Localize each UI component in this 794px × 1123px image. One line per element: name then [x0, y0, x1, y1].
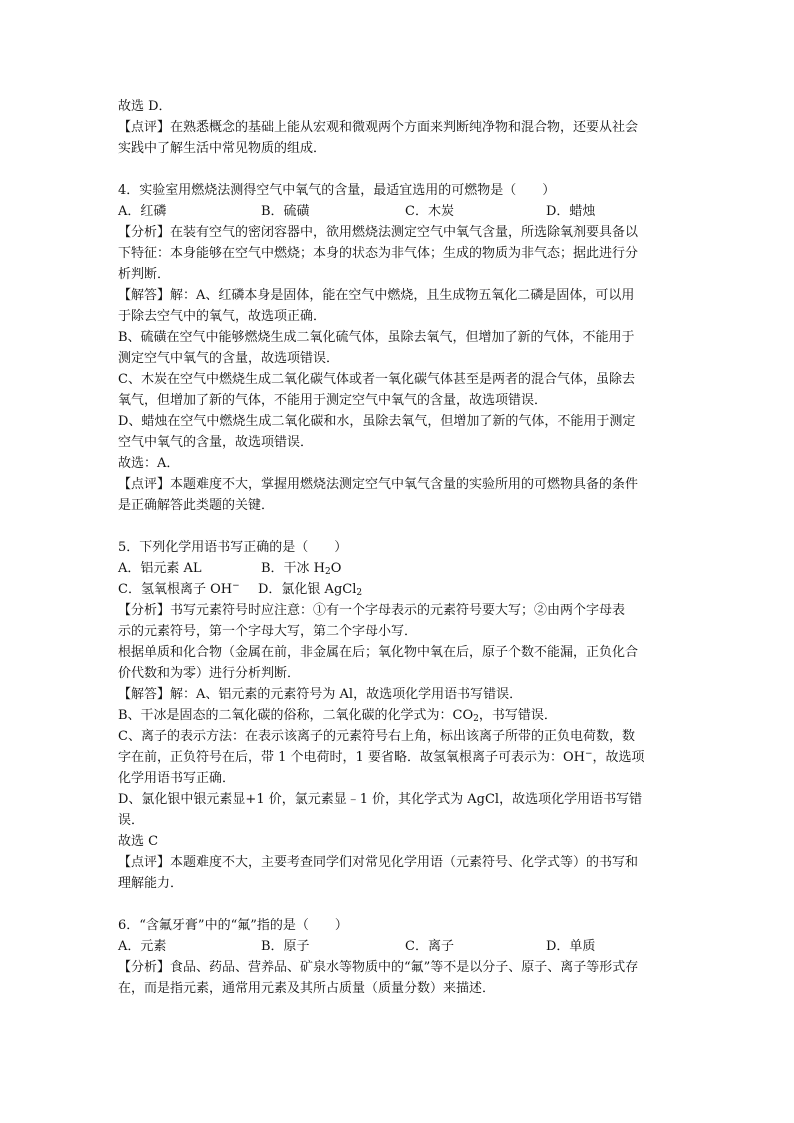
- q4-solution-line-1: 【解答】解：A、红磷本身是固体，能在空气中燃烧，且生成物五氧化二磷是固体，可以用: [118, 288, 635, 303]
- q5-analysis-line-1: 【分析】书写元素符号时应注意：①有一个字母表示的元素符号要大写；②由两个字母表: [118, 603, 626, 618]
- analysis-tag: 【分析】: [118, 225, 171, 240]
- q4-comment-line-1: 【点评】本题难度不大，掌握用燃烧法测定空气中氧气含量的实验所用的可燃物具备的条件: [118, 477, 639, 492]
- q4-comment-line-2: 是正确解答此类题的关键．: [118, 498, 275, 513]
- q6-option-a: A．元素: [118, 939, 167, 954]
- q6-option-d: D．单质: [546, 939, 596, 954]
- q4-solution-line-6: 氧气，但增加了新的气体，不能用于测定空气中氧气的含量，故选项错误．: [118, 393, 548, 408]
- solution-tag: 【解答】: [118, 288, 171, 303]
- q5-answer: 故选 C: [118, 834, 159, 849]
- q5-comment-line-1: 【点评】本题难度不大，主要考查同学们对常见化学用语（元素符号、化学式等）的书写和: [118, 855, 639, 870]
- q4-option-b: B．硫磺: [261, 204, 310, 219]
- q4-solution-line-8: 空气中氧气的含量，故选项错误．: [118, 435, 314, 450]
- q5-analysis-line-2: 示的元素符号，第一个字母大写，第二个字母小写．: [118, 624, 418, 639]
- comment-tag: 【点评】: [118, 120, 171, 135]
- q4-analysis-line-2: 下特征：本身能够在空气中燃烧；本身的状态为非气体；生成的物质为非气态；据此进行分: [118, 246, 639, 261]
- q4-analysis-line-3: 析判断．: [118, 267, 171, 282]
- q5-solution-line-5: 化学用语书写正确．: [118, 771, 236, 786]
- q4-solution-line-3: B、硫磺在空气中能够燃烧生成二氧化硫气体，虽除去氧气，但增加了新的气体，不能用于: [118, 330, 635, 345]
- q5-options-row-1: [118, 558, 678, 579]
- q5-solution-line-4: 字在前，正负符号在后，带 1 个电荷时，1 要省略．故氢氧根离子可表示为：OH−，故选项: [118, 749, 645, 765]
- q5-option-d: D．氯化银 AgCl$_2$: [258, 582, 363, 598]
- q6-option-c: C．离子: [405, 939, 454, 954]
- q4-option-a: A．红磷: [118, 204, 167, 219]
- q5-question: 5．下列化学用语书写正确的是（ ）: [118, 540, 348, 555]
- q4-analysis-line-1: 【分析】在装有空气的密闭容器中，欲用燃烧法测定空气中氧气含量，所选除氧剂要具备以: [118, 225, 639, 240]
- q5-analysis-line-3: 根据单质和化合物（金属在前，非金属在后；氧化物中氧在后，原子个数不能漏，正负化合: [118, 645, 639, 660]
- q4-options: [118, 201, 678, 222]
- q5-option-a: A．铝元素 AL: [118, 561, 202, 576]
- q3-answer: 故选 D．: [118, 99, 172, 114]
- q6-question: 6．“含氟牙膏”中的“氟”指的是（ ）: [118, 918, 348, 933]
- q5-solution-line-6: D、氯化银中银元素显+1 价，氯元素显﹣1 价，其化学式为 AgCl，故选项化学用语书写错: [118, 792, 643, 807]
- q4-solution-line-4: 测定空气中氧气的含量，故选项错误．: [118, 351, 340, 366]
- q5-options-row-2: [118, 579, 678, 600]
- q5-option-b: B．干冰 $H_2O$: [261, 561, 342, 577]
- analysis-tag: 【分析】: [118, 960, 171, 975]
- q6-analysis-line-1: 【分析】食品、药品、营养品、矿泉水等物质中的“氟”等不是以分子、原子、离子等形式存: [118, 960, 639, 975]
- q4-question: 4．实验室用燃烧法测得空气中氧气的含量，最适宜选用的可燃物是（ ）: [118, 183, 556, 198]
- solution-tag: 【解答】: [118, 687, 171, 702]
- q3-comment-line-1: 【点评】在熟悉概念的基础上能从宏观和微观两个方面来判断纯净物和混合物，还要从社会: [118, 120, 639, 135]
- q6-analysis-line-2: 在，而是指元素，通常用元素及其所占质量（质量分数）来描述．: [118, 981, 496, 996]
- q3-comment-line-2: 实践中了解生活中常见物质的组成．: [118, 141, 327, 156]
- document-page: [118, 96, 678, 999]
- q5-analysis-line-4: 价代数和为零）进行分析判断．: [118, 666, 301, 681]
- comment-tag: 【点评】: [118, 855, 171, 870]
- q4-option-d: D．蜡烛: [546, 204, 596, 219]
- q5-solution-line-3: C、离子的表示方法：在表示该离子的元素符号右上角，标出该离子所带的正负电荷数，数: [118, 729, 635, 744]
- q4-answer: 故选：A．: [118, 456, 180, 471]
- analysis-tag: 【分析】: [118, 603, 171, 618]
- q5-solution-line-7: 误．: [118, 813, 145, 828]
- q5-solution-line-2: B、干冰是固态的二氧化碳的俗称，二氧化碳的化学式为：$CO_2$，书写错误．: [118, 708, 557, 724]
- q4-solution-line-7: D、蜡烛在空气中燃烧生成二氧化碳和水，虽除去氧气，但增加了新的气体，不能用于测定: [118, 414, 636, 429]
- q5-option-c: C．氢氧根离子 OH−: [118, 581, 240, 597]
- q6-option-b: B．原子: [261, 939, 310, 954]
- q5-solution-line-1: 【解答】解：A、铝元素的元素符号为 Al，故选项化学用语书写错误．: [118, 687, 523, 702]
- q5-comment-line-2: 理解能力．: [118, 876, 184, 891]
- q6-options: [118, 936, 678, 957]
- q4-option-c: C．木炭: [405, 204, 454, 219]
- q4-solution-line-5: C、木炭在空气中燃烧生成二氧化碳气体或者一氧化碳气体甚至是两者的混合气体，虽除去: [118, 372, 635, 387]
- comment-tag: 【点评】: [118, 477, 171, 492]
- q4-solution-line-2: 于除去空气中的氧气，故选项正确．: [118, 309, 327, 324]
